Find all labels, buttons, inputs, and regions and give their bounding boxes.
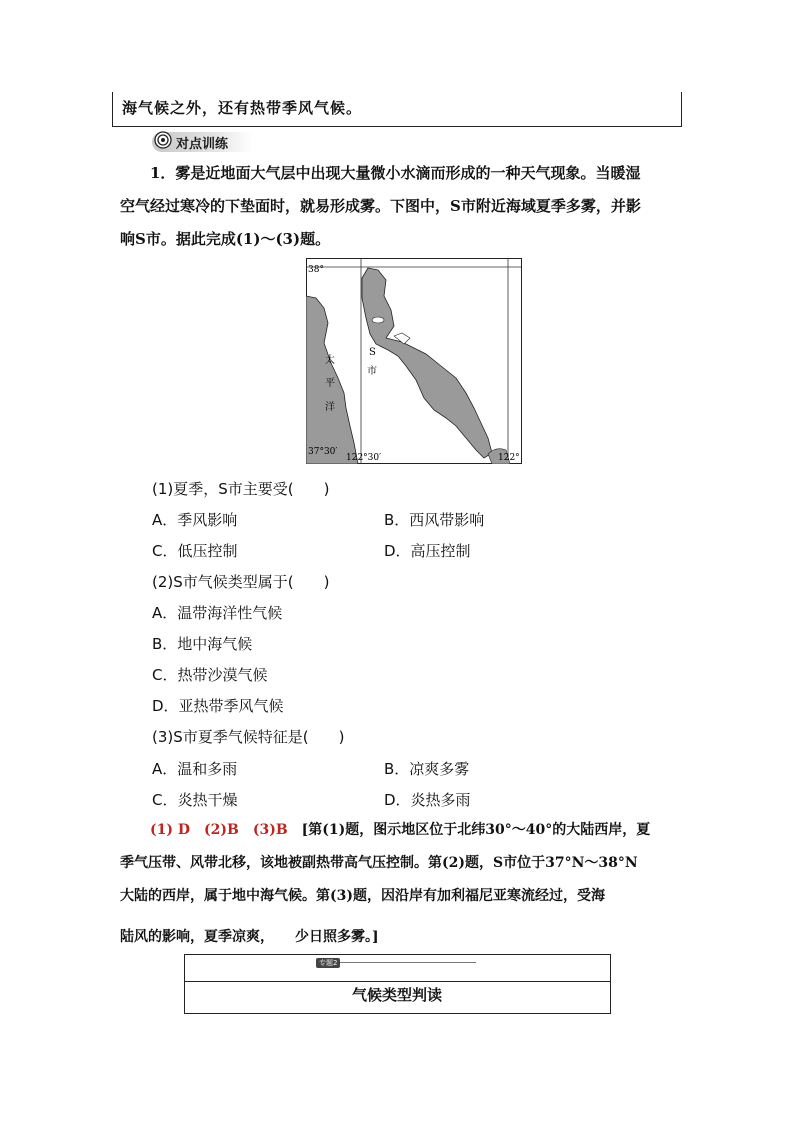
q1-option-c[interactable]: C．低压控制 (152, 542, 238, 560)
ocean-label-2: 平 (325, 378, 335, 389)
q2-option-b[interactable]: B．地中海气候 (152, 635, 253, 653)
q1-option-a[interactable]: A．季风影响 (152, 511, 238, 529)
q3-option-b[interactable]: B．凉爽多雾 (384, 760, 470, 778)
q1-option-b[interactable]: B．西风带影响 (384, 511, 485, 529)
lat-label-top: 38° (308, 265, 324, 275)
intro-line-2: 空气经过寒冷的下垫面时，就易形成雾。下图中，S市附近海域夏季多雾，并影 (120, 197, 641, 215)
sub-question-2-stem: (2)S市气候类型属于( ) (152, 573, 330, 591)
ocean-label-1: 太 (325, 355, 335, 366)
explanation-line-1: [第(1)题，图示地区位于北纬30°～40°的大陆西岸，夏 (287, 822, 651, 838)
topic-box-divider (184, 981, 610, 982)
city-label-2: 市 (367, 366, 377, 377)
island-1 (372, 317, 384, 323)
city-label-1: S (369, 347, 376, 358)
intro-line-3: 响S市。据此完成(1)～(3)题。 (120, 230, 331, 248)
q3-option-a[interactable]: A．温和多雨 (152, 760, 238, 778)
lon-label-right: 122° (498, 453, 520, 463)
topic-title: 气候类型判读 (351, 986, 442, 1004)
top-box-text: 海气候之外，还有热带季风气候。 (122, 99, 363, 117)
explanation-line-4: 陆风的影响，夏季凉爽， 少日照多雾。] (120, 929, 379, 945)
question-intro (120, 157, 680, 256)
lat-label-bottom: 37°30′ (308, 447, 338, 457)
q2-option-a[interactable]: A．温带海洋性气候 (152, 604, 283, 622)
answer-keys: (1) D (2)B (3)B (150, 822, 288, 838)
section-badge (152, 132, 228, 152)
map-figure (306, 258, 522, 464)
explanation-line-2: 季气压带、风带北移，该地被副热带高气压控制。第(2)题，S市位于37°N～38°N (120, 855, 638, 871)
q3-option-c[interactable]: C．炎热干燥 (152, 791, 238, 809)
sub-question-3-stem: (3)S市夏季气候特征是( ) (152, 728, 345, 746)
answer-explanation (120, 814, 680, 954)
q3-option-d[interactable]: D．炎热多雨 (384, 791, 471, 809)
target-icon (154, 131, 172, 153)
lon-label-left: 122°30′ (346, 453, 382, 463)
q2-option-c[interactable]: C．热带沙漠气候 (152, 666, 268, 684)
ocean-label-3: 洋 (325, 402, 335, 413)
badge-label: 对点训练 (176, 136, 229, 152)
q1-option-d[interactable]: D．高压控制 (384, 542, 471, 560)
q2-option-d[interactable]: D．亚热带季风气候 (152, 697, 284, 715)
topic-tag-line (336, 962, 476, 963)
topic-tag: 专题2 (316, 958, 340, 968)
intro-line-1: 1．雾是近地面大气层中出现大量微小水滴而形成的一种天气现象。当暖湿 (150, 164, 641, 182)
explanation-line-3: 大陆的西岸，属于地中海气候。第(3)题，因沿岸有加利福尼亚寒流经过，受海 (120, 888, 605, 904)
sub-question-1-stem: (1)夏季，S市主要受( ) (152, 480, 330, 498)
